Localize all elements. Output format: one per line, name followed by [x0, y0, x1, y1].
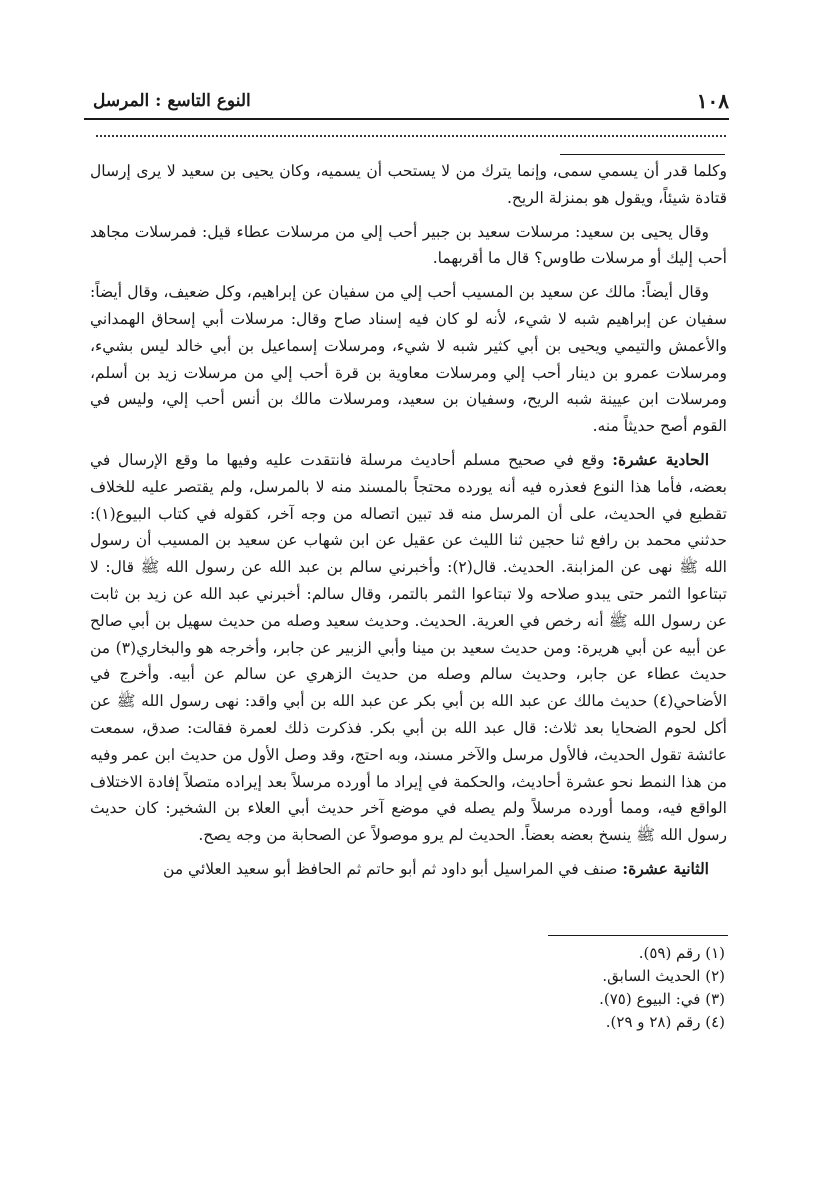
footnote-continuation-rule [560, 154, 725, 155]
paragraph-2: وقال يحيى بن سعيد: مرسلات سعيد بن جبير أحب إلي من مرسلات عطاء قيل: فمرسلات مجاهد أحب إليك أو مرسلات طاوس؟ قال ما أقربهما. [90, 222, 727, 268]
paragraph-3: وقال أيضاً: مالك عن سعيد بن المسيب أحب إلي من سفيان عن إبراهيم، وكل ضعيف، وقال أيضاً: سفيان عن إبراهيم شبه لا شيء، لأنه لو كان فيه إسناد صاح وقال: مرسلات أبي إسحاق الهمداني والأعمش والتيمي ويحيى بن أبي كثير شبه لا شيء، ومرسلات إسماعيل بن أبي خالد ليس بشيء، ومرسلات عمرو بن دينار أحب إلي ومرسلات معاوية بن قرة أحب إلي من مرسلات زيد بن أسلم، ومرسلات ابن عيينة شبه الريح، وسفيان بن سعيد، ومرسلات مالك بن أنس أحب إلي، وليس في القوم أصح حديثاً منه. [90, 283, 727, 436]
body-text [90, 158, 727, 890]
paragraph-4-text: وقع في صحيح مسلم أحاديث مرسلة فانتقدت عليه وفيها ما وقع الإرسال في بعضه، فأما هذا النوع فعذره فيه أنه يورده محتجاً بالمسند منه لا بالمرسل، ولم يقتصر عليه للخلاف تقطيع في الحديث، على أن المرسل منه قد تبين اتصاله من وجه آخر، كقوله في كتاب البيوع(١): حدثني محمد بن رافع ثنا حجين ثنا الليث عن عقيل عن ابن شهاب عن سعيد بن المسيب أن رسول الله ﷺ نهى عن المزابنة. الحديث. قال(٢): وأخبرني سالم بن عبد الله عن رسول الله ﷺ قال: لا تبتاعوا الثمر حتى يبدو صلاحه ولا تبتاعوا الثمر بالتمر، وقال سالم: أخبرني عبد الله عن زيد بن ثابت عن رسول الله ﷺ أنه رخص في العرية. الحديث. وحديث سعيد وصله من حديث سهيل بن أبي صالح عن أبيه عن أبي هريرة: ومن حديث سعيد بن مينا وأبي الزبير عن جابر، وأخرجه هو والبخاري(٣) من حديث عطاء عن جابر، وحديث سالم وصله من حديث الزهري عن سالم عن أبيه. وأخرج في الأضاحي(٤) حديث مالك عن عبد الله بن أبي بكر عن عبد الله بن أبي واقد: نهى رسول الله ﷺ عن أكل لحوم الضحايا بعد ثلاث: قال عبد الله بن أبي بكر. فذكرت ذلك لعمرة فقالت: صدق، سمعت عائشة تقول الحديث، فالأول مرسل والآخر مسند، وبه احتج، وقد وصل الأول من حديث ابن عمر وفيه من هذا النمط نحو عشرة أحاديث، والحكمة في إيراد ما أورده مرسلاً بعد إيراده متصلاً إفادة الاختلاف الواقع فيه، ومما أورده مرسلاً ولم يصله في موضع آخر حديث أبي العلاء بن الشخير: كان حديث رسول الله ﷺ ينسخ بعضه بعضاً. الحديث لم يرو موصولاً عن الصحابة من وجه يصح. [90, 450, 728, 845]
footnote-4: (٤) رقم (٢٨ و ٢٩). [605, 1013, 725, 1031]
paragraph-4 [90, 447, 727, 849]
footnote-1: (١) رقم (٥٩). [638, 944, 725, 962]
footnote-3: (٣) في: البيوع (٧٥). [599, 990, 725, 1008]
paragraph-5-text: صنف في المراسيل أبو داود ثم أبو حاتم ثم الحافظ أبو سعيد العلائي من [163, 859, 618, 878]
dotted-separator [96, 135, 726, 137]
running-title: النوع التاسع : المرسل [93, 91, 251, 111]
paragraph-1: وكلما قدر أن يسمي سمى، وإنما يترك من لا يستحب أن يسميه، وكان يحيى بن سعيد لا يرى إرسال قتادة شيئاً، ويقول هو بمنزلة الريح. [90, 162, 727, 207]
footnote-2: (٢) الحديث السابق. [602, 967, 725, 985]
footnote-rule [548, 935, 728, 936]
footnotes [300, 942, 725, 1034]
paragraph-5-lead: الثانية عشرة: [622, 858, 709, 878]
page-header [93, 86, 729, 116]
paragraph-5 [90, 856, 727, 883]
header-rule [84, 118, 729, 120]
page-number: ١٠٨ [696, 89, 729, 113]
paragraph-4-lead: الحادية عشرة: [612, 449, 710, 469]
